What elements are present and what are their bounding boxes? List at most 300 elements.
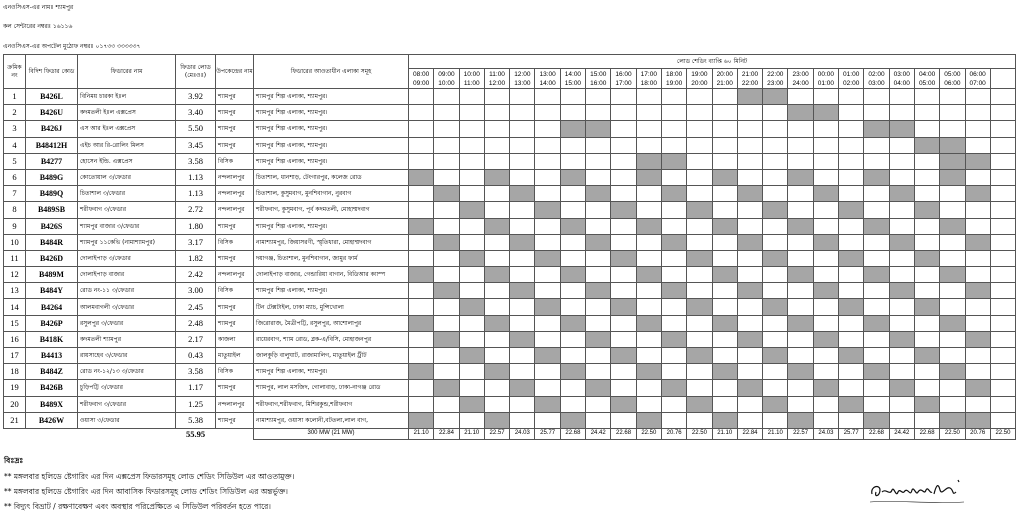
shedding-slot-on: [560, 218, 585, 234]
shedding-slot-off: [409, 89, 434, 105]
shedding-slot-on: [839, 250, 864, 266]
shedding-slot-off: [611, 137, 636, 153]
shedding-slot-on: [636, 153, 661, 169]
shedding-slot-off: [990, 331, 1015, 347]
shedding-slot-off: [965, 299, 990, 315]
shedding-slot-off: [434, 412, 459, 428]
feeder-code: B426U: [26, 105, 78, 121]
total-blank: [216, 428, 254, 439]
shedding-slot-off: [914, 380, 939, 396]
shedding-slot-off: [889, 299, 914, 315]
shedding-slot-off: [510, 218, 535, 234]
shedding-slot-off: [788, 89, 813, 105]
shedding-slot-off: [990, 137, 1015, 153]
shedding-slot-on: [712, 412, 737, 428]
time-slot-header: [510, 69, 535, 89]
shedding-slot-on: [763, 396, 788, 412]
shedding-slot-off: [763, 234, 788, 250]
shedding-slot-off: [484, 283, 509, 299]
shedding-slot-off: [510, 396, 535, 412]
shedding-slot-on: [965, 234, 990, 250]
shedding-slot-off: [687, 380, 712, 396]
time-to: 20:00: [691, 79, 708, 87]
time-slot-header: [409, 69, 434, 89]
shedding-slot-off: [484, 348, 509, 364]
shedding-slot-on: [737, 186, 762, 202]
hourly-total: 22.68: [864, 428, 889, 439]
time-to: 24:00: [792, 79, 809, 87]
substation-name: শ্যামপুর: [216, 89, 254, 105]
time-to: 11:00: [463, 79, 480, 87]
shedding-slot-off: [965, 218, 990, 234]
substation-name: শ্যামপুর: [216, 315, 254, 331]
shedding-slot-off: [990, 299, 1015, 315]
feeder-load: 3.40: [176, 105, 216, 121]
hourly-total: 22.84: [434, 428, 459, 439]
shedding-slot-on: [535, 348, 560, 364]
time-slot-header: [636, 69, 661, 89]
shedding-slot-off: [535, 331, 560, 347]
shedding-slot-off: [813, 315, 838, 331]
shedding-slot-on: [484, 412, 509, 428]
time-to: 17:00: [615, 79, 632, 87]
shedding-slot-on: [965, 331, 990, 347]
shedding-slot-on: [965, 283, 990, 299]
shedding-slot-off: [560, 202, 585, 218]
shedding-slot-off: [459, 121, 484, 137]
shedding-slot-off: [434, 218, 459, 234]
shedding-slot-on: [965, 186, 990, 202]
substation-name: নন্দলালপুর: [216, 267, 254, 283]
shedding-slot-off: [535, 412, 560, 428]
table-row: [4, 202, 1016, 218]
shedding-slot-off: [484, 202, 509, 218]
shedding-slot-off: [409, 283, 434, 299]
shedding-slot-off: [712, 121, 737, 137]
shedding-slot-off: [914, 283, 939, 299]
shedding-slot-off: [813, 169, 838, 185]
shedding-slot-off: [510, 315, 535, 331]
service-area: নামাশ্যামপুর, ওয়াসা কলোনী,বটতলা,লাল বাগ,: [254, 412, 409, 428]
shedding-slot-off: [712, 89, 737, 105]
shedding-slot-off: [864, 250, 889, 266]
shedding-slot-off: [965, 315, 990, 331]
shedding-slot-off: [611, 186, 636, 202]
service-area: শ্যামপুর শিল্প এলাকা, শ্যামপুর।: [254, 89, 409, 105]
shedding-slot-on: [434, 380, 459, 396]
shedding-slot-off: [535, 380, 560, 396]
shedding-slot-on: [687, 299, 712, 315]
time-from: 23:00: [792, 70, 809, 78]
shedding-slot-off: [940, 380, 965, 396]
shedding-slot-off: [914, 169, 939, 185]
feeder-load: 5.38: [176, 412, 216, 428]
substation-name: শ্যামপুর: [216, 218, 254, 234]
feeder-code: B426L: [26, 89, 78, 105]
shedding-slot-on: [560, 412, 585, 428]
shedding-slot-on: [712, 218, 737, 234]
shedding-slot-on: [586, 380, 611, 396]
shedding-slot-on: [788, 267, 813, 283]
time-from: 11:00: [489, 70, 505, 78]
shedding-slot-off: [940, 331, 965, 347]
shedding-slot-off: [839, 169, 864, 185]
shedding-slot-off: [434, 250, 459, 266]
shedding-slot-off: [687, 412, 712, 428]
shedding-slot-off: [889, 202, 914, 218]
shedding-slot-off: [864, 348, 889, 364]
shedding-slot-on: [510, 283, 535, 299]
shedding-slot-on: [712, 315, 737, 331]
shedding-slot-off: [889, 105, 914, 121]
shedding-slot-off: [990, 283, 1015, 299]
time-to: 03:00: [868, 79, 885, 87]
shedding-slot-on: [712, 169, 737, 185]
service-area: চিতাশাল, ধানশাড়, টেংগারপুর, কলেজ রোড: [254, 169, 409, 185]
shedding-slot-off: [661, 169, 686, 185]
shedding-slot-on: [940, 364, 965, 380]
shedding-slot-on: [965, 380, 990, 396]
table-row: [4, 218, 1016, 234]
shedding-slot-off: [535, 186, 560, 202]
serial-number: 3: [4, 121, 26, 137]
shedding-slot-on: [459, 250, 484, 266]
time-from: 03:00: [893, 70, 910, 78]
shedding-slot-off: [914, 364, 939, 380]
shedding-slot-off: [965, 169, 990, 185]
shedding-slot-on: [409, 364, 434, 380]
shedding-slot-off: [940, 105, 965, 121]
shedding-slot-off: [535, 267, 560, 283]
shedding-slot-off: [914, 186, 939, 202]
serial-number: 8: [4, 202, 26, 218]
time-slot-header: [839, 69, 864, 89]
shedding-slot-off: [763, 169, 788, 185]
substation-name: শ্যামপুর: [216, 105, 254, 121]
time-to: 18:00: [640, 79, 657, 87]
shedding-slot-off: [788, 137, 813, 153]
shedding-slot-off: [409, 250, 434, 266]
shedding-slot-off: [737, 348, 762, 364]
shedding-slot-off: [636, 234, 661, 250]
shedding-slot-off: [687, 218, 712, 234]
shedding-slot-on: [889, 283, 914, 299]
noc-mobile-number: এনওসিএস-এর অপটেল মুঠোফ নম্বরঃ ০১৭৩৩ ৩৩৩৩৩৭: [3, 43, 141, 50]
shedding-slot-off: [712, 234, 737, 250]
time-slot-header: [484, 69, 509, 89]
shedding-slot-off: [484, 396, 509, 412]
shedding-slot-off: [914, 412, 939, 428]
shedding-slot-off: [839, 121, 864, 137]
feeder-name: শ্যামপুর বাজার ৩/ফেডার: [78, 218, 176, 234]
shedding-slot-on: [839, 299, 864, 315]
shedding-slot-off: [737, 250, 762, 266]
service-area: শরীফবাগ, কুসুমবাগ, পূর্ব কদমতলী, মোহাম্মদবাগ: [254, 202, 409, 218]
hourly-total: 22.50: [687, 428, 712, 439]
shedding-slot-off: [788, 234, 813, 250]
shedding-slot-off: [484, 153, 509, 169]
shedding-slot-on: [813, 331, 838, 347]
shedding-slot-on: [409, 412, 434, 428]
shedding-slot-off: [839, 331, 864, 347]
feeder-code: B418K: [26, 331, 78, 347]
shedding-slot-off: [990, 315, 1015, 331]
hourly-total: 24.03: [813, 428, 838, 439]
shedding-slot-off: [586, 137, 611, 153]
shedding-slot-off: [940, 234, 965, 250]
feeder-load: 2.45: [176, 299, 216, 315]
hourly-total: 20.76: [661, 428, 686, 439]
shedding-slot-off: [409, 234, 434, 250]
shedding-slot-off: [788, 250, 813, 266]
shedding-slot-off: [813, 267, 838, 283]
shedding-slot-off: [940, 121, 965, 137]
shedding-slot-off: [990, 202, 1015, 218]
feeder-load: 1.80: [176, 218, 216, 234]
shedding-slot-off: [459, 153, 484, 169]
header-row: [4, 55, 1016, 69]
shedding-slot-off: [788, 153, 813, 169]
feeder-load: 5.50: [176, 121, 216, 137]
time-slot-header: [535, 69, 560, 89]
time-slot-header: [560, 69, 585, 89]
shedding-slot-off: [586, 89, 611, 105]
shedding-slot-off: [990, 218, 1015, 234]
shedding-slot-off: [535, 153, 560, 169]
shedding-slot-on: [636, 315, 661, 331]
shedding-slot-off: [409, 396, 434, 412]
shedding-slot-off: [409, 331, 434, 347]
shedding-slot-off: [510, 250, 535, 266]
service-area: শ্যামপুর শিল্প এলাকা, শ্যামপুর।: [254, 364, 409, 380]
shedding-slot-off: [535, 137, 560, 153]
shedding-slot-off: [687, 315, 712, 331]
shedding-slot-off: [813, 348, 838, 364]
shedding-slot-off: [763, 137, 788, 153]
substation-name: বিসিক: [216, 153, 254, 169]
shedding-slot-on: [737, 283, 762, 299]
shedding-slot-off: [434, 267, 459, 283]
shedding-slot-off: [459, 267, 484, 283]
shedding-slot-off: [636, 331, 661, 347]
hourly-total: 21.10: [763, 428, 788, 439]
shedding-slot-off: [864, 186, 889, 202]
service-area: শরীফবাগ,শরীফবাগ, মিশিরকুন্ড,শরীফবাগ: [254, 396, 409, 412]
shedding-slot-off: [661, 202, 686, 218]
shedding-slot-off: [839, 234, 864, 250]
shedding-slot-on: [434, 186, 459, 202]
shedding-slot-on: [914, 299, 939, 315]
shedding-slot-off: [737, 396, 762, 412]
shedding-slot-on: [636, 412, 661, 428]
shedding-slot-off: [510, 299, 535, 315]
shedding-slot-on: [661, 331, 686, 347]
shedding-slot-off: [737, 169, 762, 185]
shedding-slot-off: [940, 299, 965, 315]
shedding-slot-off: [813, 202, 838, 218]
shedding-slot-off: [737, 299, 762, 315]
hourly-total: 25.77: [839, 428, 864, 439]
shedding-slot-off: [813, 250, 838, 266]
shedding-slot-off: [788, 202, 813, 218]
shedding-slot-off: [586, 364, 611, 380]
service-area: জালকুড়ি বালুঘাট, রাজামালিগ, মাতুয়াইল ট্রীট: [254, 348, 409, 364]
shedding-slot-on: [611, 202, 636, 218]
shedding-slot-off: [788, 121, 813, 137]
shedding-slot-off: [661, 267, 686, 283]
shedding-slot-off: [889, 396, 914, 412]
total-blank: [4, 428, 176, 439]
shedding-slot-off: [510, 105, 535, 121]
shedding-slot-off: [510, 267, 535, 283]
table-row: [4, 234, 1016, 250]
table-row: [4, 380, 1016, 396]
feeder-name: রোড নং-১২/১৩ ৩/ফেডার: [78, 364, 176, 380]
feeder-name: কোতোয়াল ৩/ফেডার: [78, 169, 176, 185]
hourly-total: 21.10: [712, 428, 737, 439]
shedding-slot-off: [788, 396, 813, 412]
shedding-slot-off: [636, 121, 661, 137]
shedding-slot-off: [965, 202, 990, 218]
shedding-slot-off: [737, 121, 762, 137]
shedding-slot-on: [864, 315, 889, 331]
hourly-total: 24.42: [586, 428, 611, 439]
shedding-slot-on: [965, 153, 990, 169]
shedding-slot-off: [839, 380, 864, 396]
shedding-slot-on: [484, 315, 509, 331]
shedding-slot-on: [586, 331, 611, 347]
shedding-slot-on: [914, 396, 939, 412]
substation-name: মাতুয়াইল: [216, 348, 254, 364]
shedding-slot-on: [687, 396, 712, 412]
shedding-slot-on: [434, 283, 459, 299]
shedding-slot-on: [484, 218, 509, 234]
shedding-slot-off: [586, 202, 611, 218]
shedding-slot-off: [788, 186, 813, 202]
feeder-name: আলমবাগলী ৩/ফেডার: [78, 299, 176, 315]
hourly-total: 22.50: [990, 428, 1015, 439]
feeder-code: B484Z: [26, 364, 78, 380]
time-from: 21:00: [741, 70, 759, 78]
shedding-slot-off: [712, 250, 737, 266]
feeder-code: B426W: [26, 412, 78, 428]
shedding-slot-off: [535, 169, 560, 185]
table-row: [4, 267, 1016, 283]
shedding-slot-on: [788, 412, 813, 428]
shedding-slot-on: [839, 202, 864, 218]
shedding-slot-off: [484, 250, 509, 266]
time-from: 01:00: [843, 70, 860, 78]
header-feeder-name: ফিডারের নাম: [78, 55, 176, 89]
service-area: শ্যামপুর শিল্প এলাকা, শ্যামপুর।: [254, 121, 409, 137]
shedding-slot-off: [864, 105, 889, 121]
shedding-slot-off: [712, 380, 737, 396]
feeder-code: B489M: [26, 267, 78, 283]
shedding-slot-off: [864, 331, 889, 347]
shedding-slot-on: [940, 267, 965, 283]
shedding-slot-on: [560, 267, 585, 283]
shedding-slot-off: [510, 89, 535, 105]
shedding-slot-off: [763, 331, 788, 347]
shedding-slot-off: [636, 250, 661, 266]
shedding-slot-off: [712, 331, 737, 347]
shedding-slot-off: [611, 412, 636, 428]
shedding-slot-off: [839, 283, 864, 299]
feeder-code: B4264: [26, 299, 78, 315]
shedding-slot-off: [484, 137, 509, 153]
shedding-slot-off: [839, 412, 864, 428]
shedding-slot-off: [889, 267, 914, 283]
serial-number: 2: [4, 105, 26, 121]
shedding-slot-off: [839, 89, 864, 105]
shedding-slot-off: [510, 202, 535, 218]
time-to: 09:00: [413, 79, 430, 87]
substation-name: বিসিক: [216, 364, 254, 380]
feeder-load: 1.13: [176, 186, 216, 202]
time-to: 16:00: [590, 79, 607, 87]
serial-number: 13: [4, 283, 26, 299]
feeder-name: বিনিময় চারকা ইঃল: [78, 89, 176, 105]
serial-number: 16: [4, 331, 26, 347]
shedding-slot-off: [560, 186, 585, 202]
time-from: 13:00: [539, 70, 556, 78]
shedding-slot-off: [535, 364, 560, 380]
shedding-slot-off: [560, 283, 585, 299]
service-area: চিতাশাল, কুসুমবাগ, মুনশিবাগান, নুরবাগ: [254, 186, 409, 202]
header-schedule: লোড শেডিং ব্যাপ্তি ৬০ মিনিট: [409, 55, 1016, 69]
shedding-slot-off: [839, 315, 864, 331]
shedding-slot-off: [737, 267, 762, 283]
shedding-slot-off: [611, 218, 636, 234]
shedding-slot-off: [914, 234, 939, 250]
shedding-slot-off: [737, 153, 762, 169]
shedding-slot-on: [763, 202, 788, 218]
shedding-slot-on: [839, 396, 864, 412]
shedding-slot-on: [737, 331, 762, 347]
time-to: 10:00: [438, 79, 455, 87]
shedding-slot-off: [611, 105, 636, 121]
time-from: 10:00: [463, 70, 480, 78]
shedding-slot-off: [434, 364, 459, 380]
shedding-slot-off: [990, 348, 1015, 364]
shedding-slot-off: [914, 267, 939, 283]
shedding-slot-off: [990, 153, 1015, 169]
shedding-slot-off: [940, 202, 965, 218]
table-row: [4, 153, 1016, 169]
shedding-slot-off: [535, 105, 560, 121]
shedding-slot-off: [737, 105, 762, 121]
shedding-slot-off: [813, 299, 838, 315]
time-from: 06:00: [969, 70, 986, 78]
shedding-slot-off: [940, 283, 965, 299]
shedding-slot-on: [611, 348, 636, 364]
feeder-code: B489SB: [26, 202, 78, 218]
shedding-slot-on: [535, 202, 560, 218]
service-area: নামাশ্যামপুর, জিয়াসরণী, স্মৃতিধারা, মোহাম্মদবাগ: [254, 234, 409, 250]
time-slot-header: [889, 69, 914, 89]
table-row: [4, 186, 1016, 202]
shedding-slot-on: [940, 153, 965, 169]
feeder-code: B426J: [26, 121, 78, 137]
shedding-slot-off: [434, 137, 459, 153]
shedding-slot-off: [889, 89, 914, 105]
shedding-slot-off: [409, 299, 434, 315]
shedding-slot-off: [459, 105, 484, 121]
shedding-slot-on: [813, 380, 838, 396]
feeder-name: ওয়াসা ৩/ফেডার: [78, 412, 176, 428]
shedding-slot-off: [737, 315, 762, 331]
shedding-slot-off: [636, 105, 661, 121]
